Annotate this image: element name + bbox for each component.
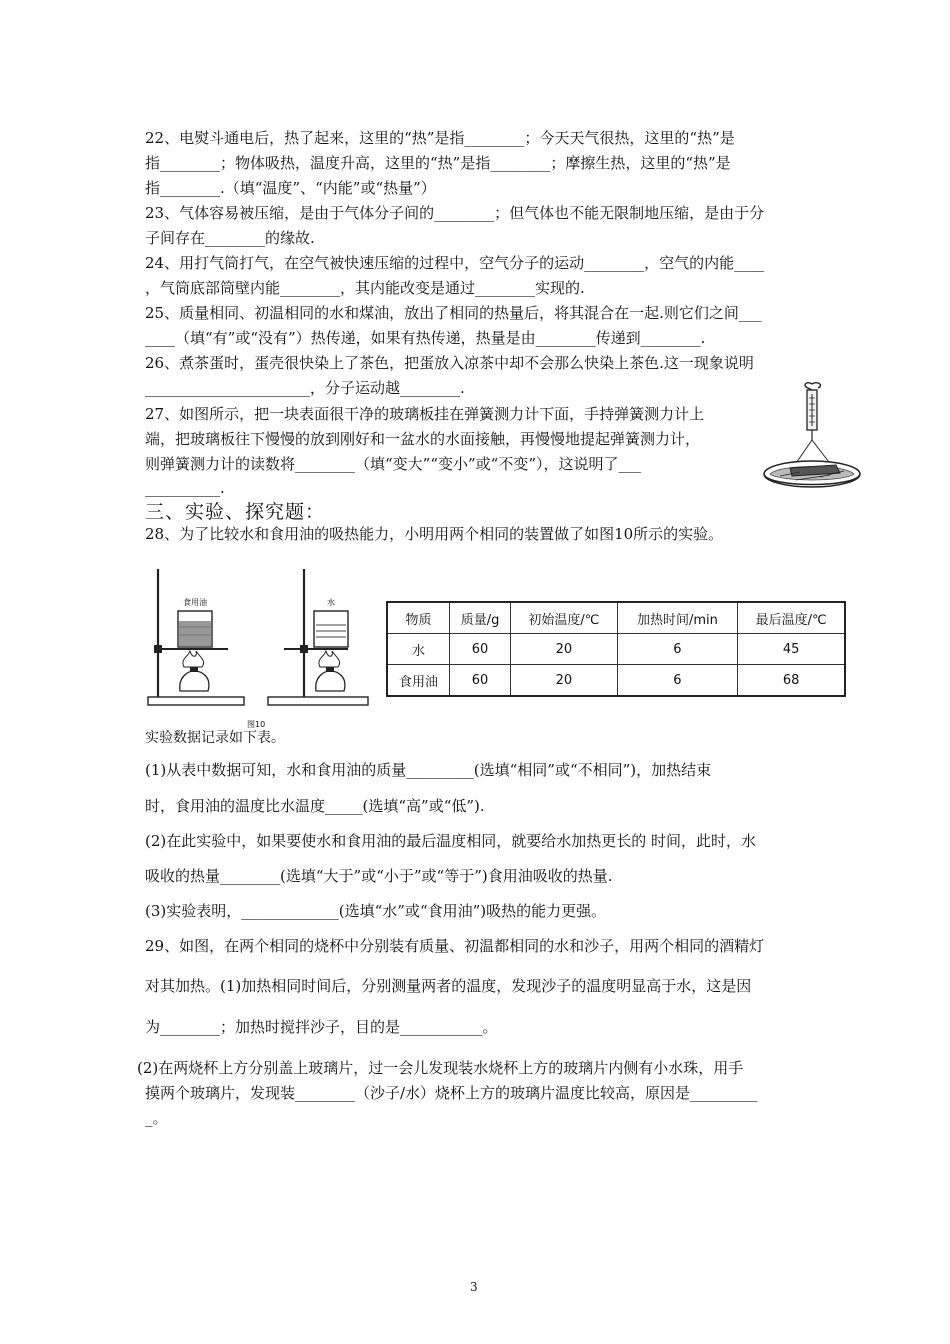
table-header-cell: 物质 (387, 602, 449, 634)
spring-balance-figure (760, 378, 864, 496)
q22-line-3: 指________.（填“温度”、“内能”或“热量”） (145, 179, 436, 197)
experiment-data-table (386, 601, 846, 697)
table-cell: 60 (449, 634, 510, 665)
q28-part-3: (3)实验表明，_____________(选填“水”或“食用油”)吸热的能力更强。 (145, 902, 607, 920)
table-header-cell: 初始温度/℃ (511, 602, 618, 634)
q29-line-5: 摸两个玻璃片，发现装________（沙子/水）烧杯上方的玻璃片温度比较高，原因是_________ (145, 1084, 758, 1102)
table-header-cell: 最后温度/℃ (738, 602, 845, 634)
q24-line-1: 24、用打气筒打气，在空气被快速压缩的过程中，空气分子的运动________，空气的内能____ (145, 254, 765, 272)
q27-line-1: 27、如图所示，把一块表面很干净的玻璃板挂在弹簧测力计下面，手持弹簧测力计上 (145, 405, 705, 423)
q28-part-1-line-b: 时，食用油的温度比水温度_____(选填“高”或“低”). (145, 797, 485, 815)
q28-part-2-line-a: (2)在此实验中，如果要使水和食用油的最后温度相同，就要给水加热更长的 时间，此时，水 (145, 832, 757, 850)
q29-line-1: 29、如图，在两个相同的烧杯中分别装有质量、初温都相同的水和沙子，用两个相同的酒精灯 (145, 937, 765, 955)
figure-10-caption: 图10 (247, 720, 266, 729)
table-cell: 68 (738, 665, 845, 697)
table-cell: 45 (738, 634, 845, 665)
table-row (387, 634, 845, 665)
section-3-heading: 三、实验、探究题： (145, 501, 326, 523)
q23-line-1: 23、气体容易被压缩，是由于气体分子间的________；但气体也不能无限制地压缩，是由于分 (145, 204, 765, 222)
table-cell: 20 (511, 634, 618, 665)
q25-line-2: ____（填“有”或“没有”）热传递，如果有热传递，热量是由________传递到________. (145, 329, 706, 347)
table-cell: 水 (387, 634, 449, 665)
q26-line-1: 26、煮茶蛋时，蛋壳很快染上了茶色，把蛋放入凉茶中却不会那么快染上茶色.这一现象说明 (145, 354, 754, 372)
table-cell: 6 (617, 634, 737, 665)
table-cell: 食用油 (387, 665, 449, 697)
q29-line-6: _。 (145, 1109, 168, 1127)
table-header-row (387, 602, 845, 634)
q24-line-2: ，气筒底部筒壁内能________，其内能改变是通过________实现的. (145, 279, 585, 297)
q28-after-figure: 实验数据记录如下表。 (145, 730, 285, 746)
q22-line-1: 22、电熨斗通电后，热了起来，这里的“热”是指________；今天天气很热，这里的“热”是 (145, 129, 735, 147)
q28-intro: 28、为了比较水和食用油的吸热能力，小明用两个相同的装置做了如图10所示的实验。 (145, 525, 724, 543)
table-header-cell: 质量/g (449, 602, 510, 634)
q27-line-3: 则弹簧测力计的读数将________（填“变大”“变小”或“不变”），这说明了___ (145, 455, 642, 473)
table-row (387, 665, 845, 697)
q25-line-1: 25、质量相同、初温相同的水和煤油，放出了相同的热量后，将其混合在一起.则它们之间___ (145, 304, 762, 322)
q26-line-2: ______________________，分子运动越________. (145, 379, 465, 397)
table-cell: 6 (617, 665, 737, 697)
figure-10-apparatus (144, 565, 376, 729)
beaker-left-label: 食用油 (183, 598, 207, 607)
q27-line-4: __________. (145, 479, 225, 497)
q29-line-2: 对其加热。(1)加热相同时间后，分别测量两者的温度，发现沙子的温度明显高于水，这是因 (145, 977, 752, 995)
page-number: 3 (470, 1280, 478, 1294)
q22-line-2: 指________；物体吸热，温度升高，这里的“热”是指________；摩擦生热，这里的“热”是 (145, 154, 731, 172)
q29-line-4: (2)在两烧杯上方分别盖上玻璃片，过一会儿发现装水烧杯上方的玻璃片内侧有小水珠，用手 (137, 1059, 744, 1077)
q27-line-2: 端，把玻璃板往下慢慢的放到刚好和一盆水的水面接触，再慢慢地提起弹簧测力计， (145, 430, 701, 448)
table-header-cell: 加热时间/min (617, 602, 737, 634)
table-cell: 60 (449, 665, 510, 697)
beaker-right-label: 水 (327, 598, 335, 607)
q28-part-1-line-a: (1)从表中数据可知，水和食用油的质量_________(选填“相同”或“不相同”)，加热结束 (145, 761, 712, 779)
q23-line-2: 子间存在________的缘故. (145, 229, 315, 247)
q28-part-2-line-b: 吸收的热量________(选填“大于”或“小于”或“等于”)食用油吸收的热量. (145, 867, 613, 885)
table-cell: 20 (511, 665, 618, 697)
q29-line-3: 为________；加热时搅拌沙子，目的是___________。 (145, 1018, 498, 1036)
